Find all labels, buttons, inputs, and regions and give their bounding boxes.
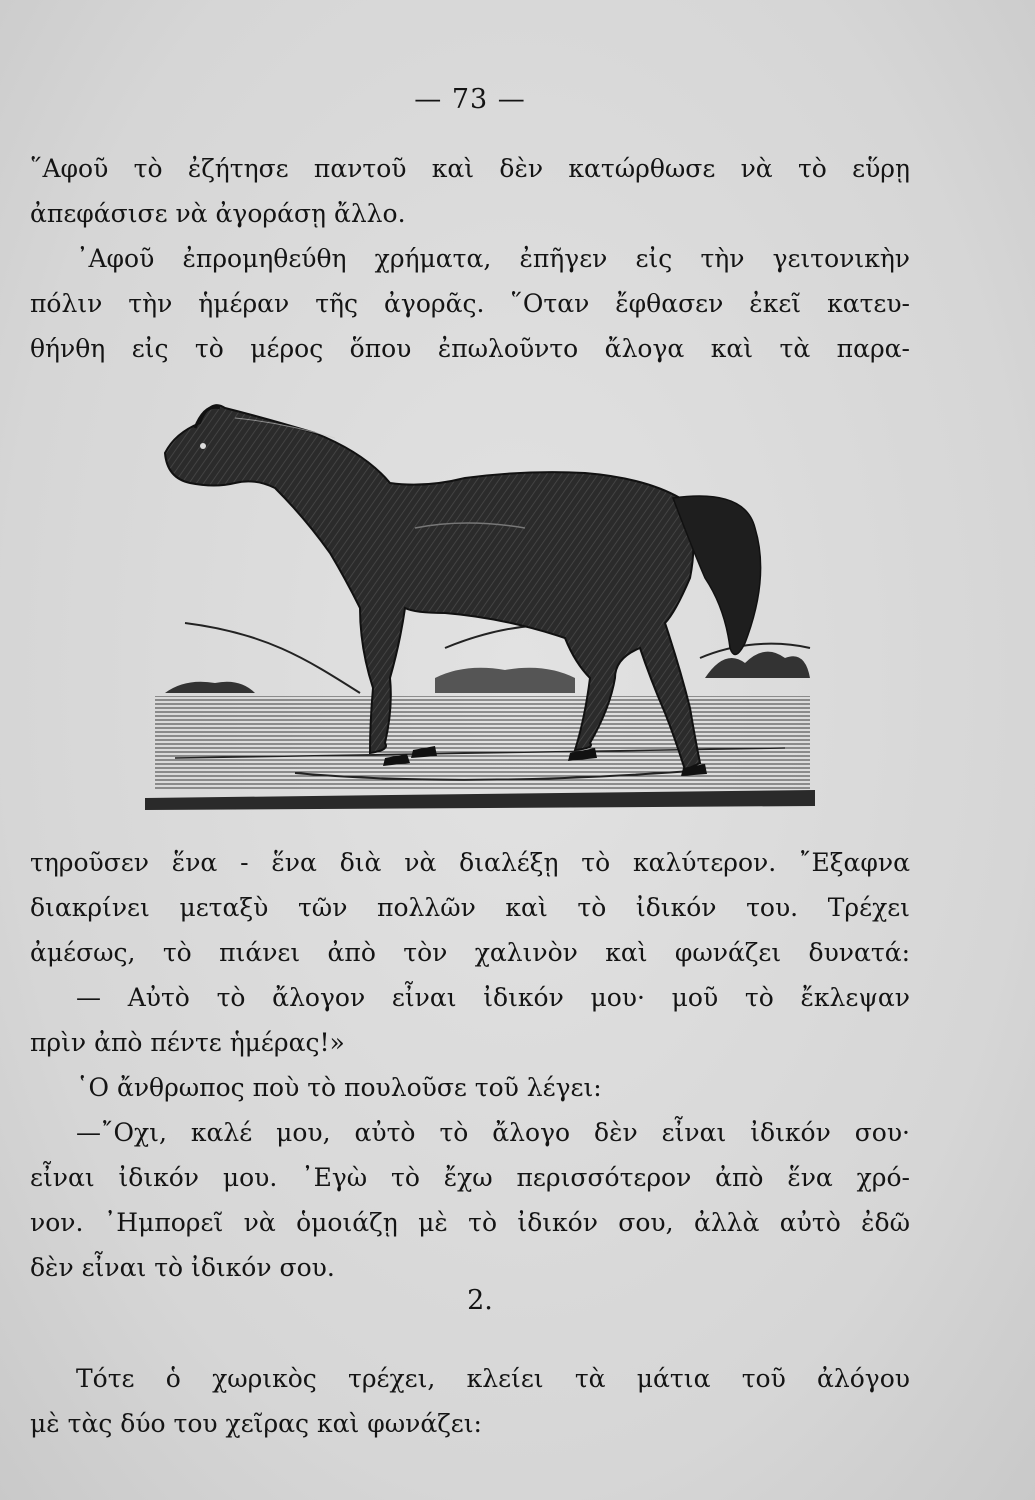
text-line: εἶναι ἰδικόν μου. ᾿Εγὼ τὸ ἔχω περισσότερον ἀπὸ ἕνα χρό- — [30, 1163, 910, 1192]
text-line: ᾿Αφοῦ ἐπρομηθεύθη χρήματα, ἐπῆγεν εἰς τὴν γειτονικὴν — [76, 244, 910, 273]
text-line: διακρίνει μεταξὺ τῶν πολλῶν καὶ τὸ ἰδικόν του. Τρέχει — [30, 893, 910, 922]
section-number: 2. — [467, 1285, 493, 1316]
horse-engraving-icon — [145, 378, 815, 818]
text-line: νον. ᾿Ημπορεῖ νὰ ὁμοιάζῃ μὲ τὸ ἰδικόν σου, ἀλλὰ αὐτὸ ἐδῶ — [30, 1208, 910, 1237]
text-line: πόλιν τὴν ἡμέραν τῆς ἀγορᾶς. ῞Οταν ἔφθασεν ἐκεῖ κατευ- — [30, 289, 910, 318]
text-line: θήνθη εἰς τὸ μέρος ὅπου ἐπωλοῦντο ἄλογα καὶ τὰ παρα- — [30, 334, 910, 363]
text-line: πρὶν ἀπὸ πέντε ἡμέρας!» — [30, 1028, 345, 1057]
page-number: — 73 — — [414, 84, 526, 115]
text-line: ῞Αφοῦ τὸ ἐζήτησε παντοῦ καὶ δὲν κατώρθωσε νὰ τὸ εὕρῃ — [30, 154, 910, 183]
text-line: μὲ τὰς δύο του χεῖρας καὶ φωνάζει: — [30, 1409, 482, 1438]
text-line: τηροῦσεν ἕνα - ἕνα διὰ νὰ διαλέξῃ τὸ καλύτερον. ῎Εξαφνα — [30, 848, 910, 877]
text-block-top — [30, 146, 910, 371]
text-line: — Αὐτὸ τὸ ἄλογον εἶναι ἰδικόν μου· μοῦ τὸ ἔκλεψαν — [76, 983, 910, 1012]
text-block-bottom — [30, 1356, 910, 1446]
landscape-background — [145, 623, 815, 810]
text-line: Τότε ὁ χωρικὸς τρέχει, κλείει τὰ μάτια τοῦ ἀλόγου — [76, 1364, 910, 1393]
text-line: ἀπεφάσισε νὰ ἀγοράσῃ ἄλλο. — [30, 199, 406, 228]
text-line: δὲν εἶναι τὸ ἰδικόν σου. — [30, 1253, 335, 1282]
text-line: ῾Ο ἄνθρωπος ποὺ τὸ πουλοῦσε τοῦ λέγει: — [76, 1073, 602, 1102]
text-line: ἀμέσως, τὸ πιάνει ἀπὸ τὸν χαλινὸν καὶ φωνάζει δυνατά: — [30, 938, 910, 967]
text-line: —῎Οχι, καλέ μου, αὐτὸ τὸ ἄλογο δὲν εἶναι ἰδικόν σου· — [76, 1118, 910, 1147]
text-block-middle — [30, 840, 910, 1290]
